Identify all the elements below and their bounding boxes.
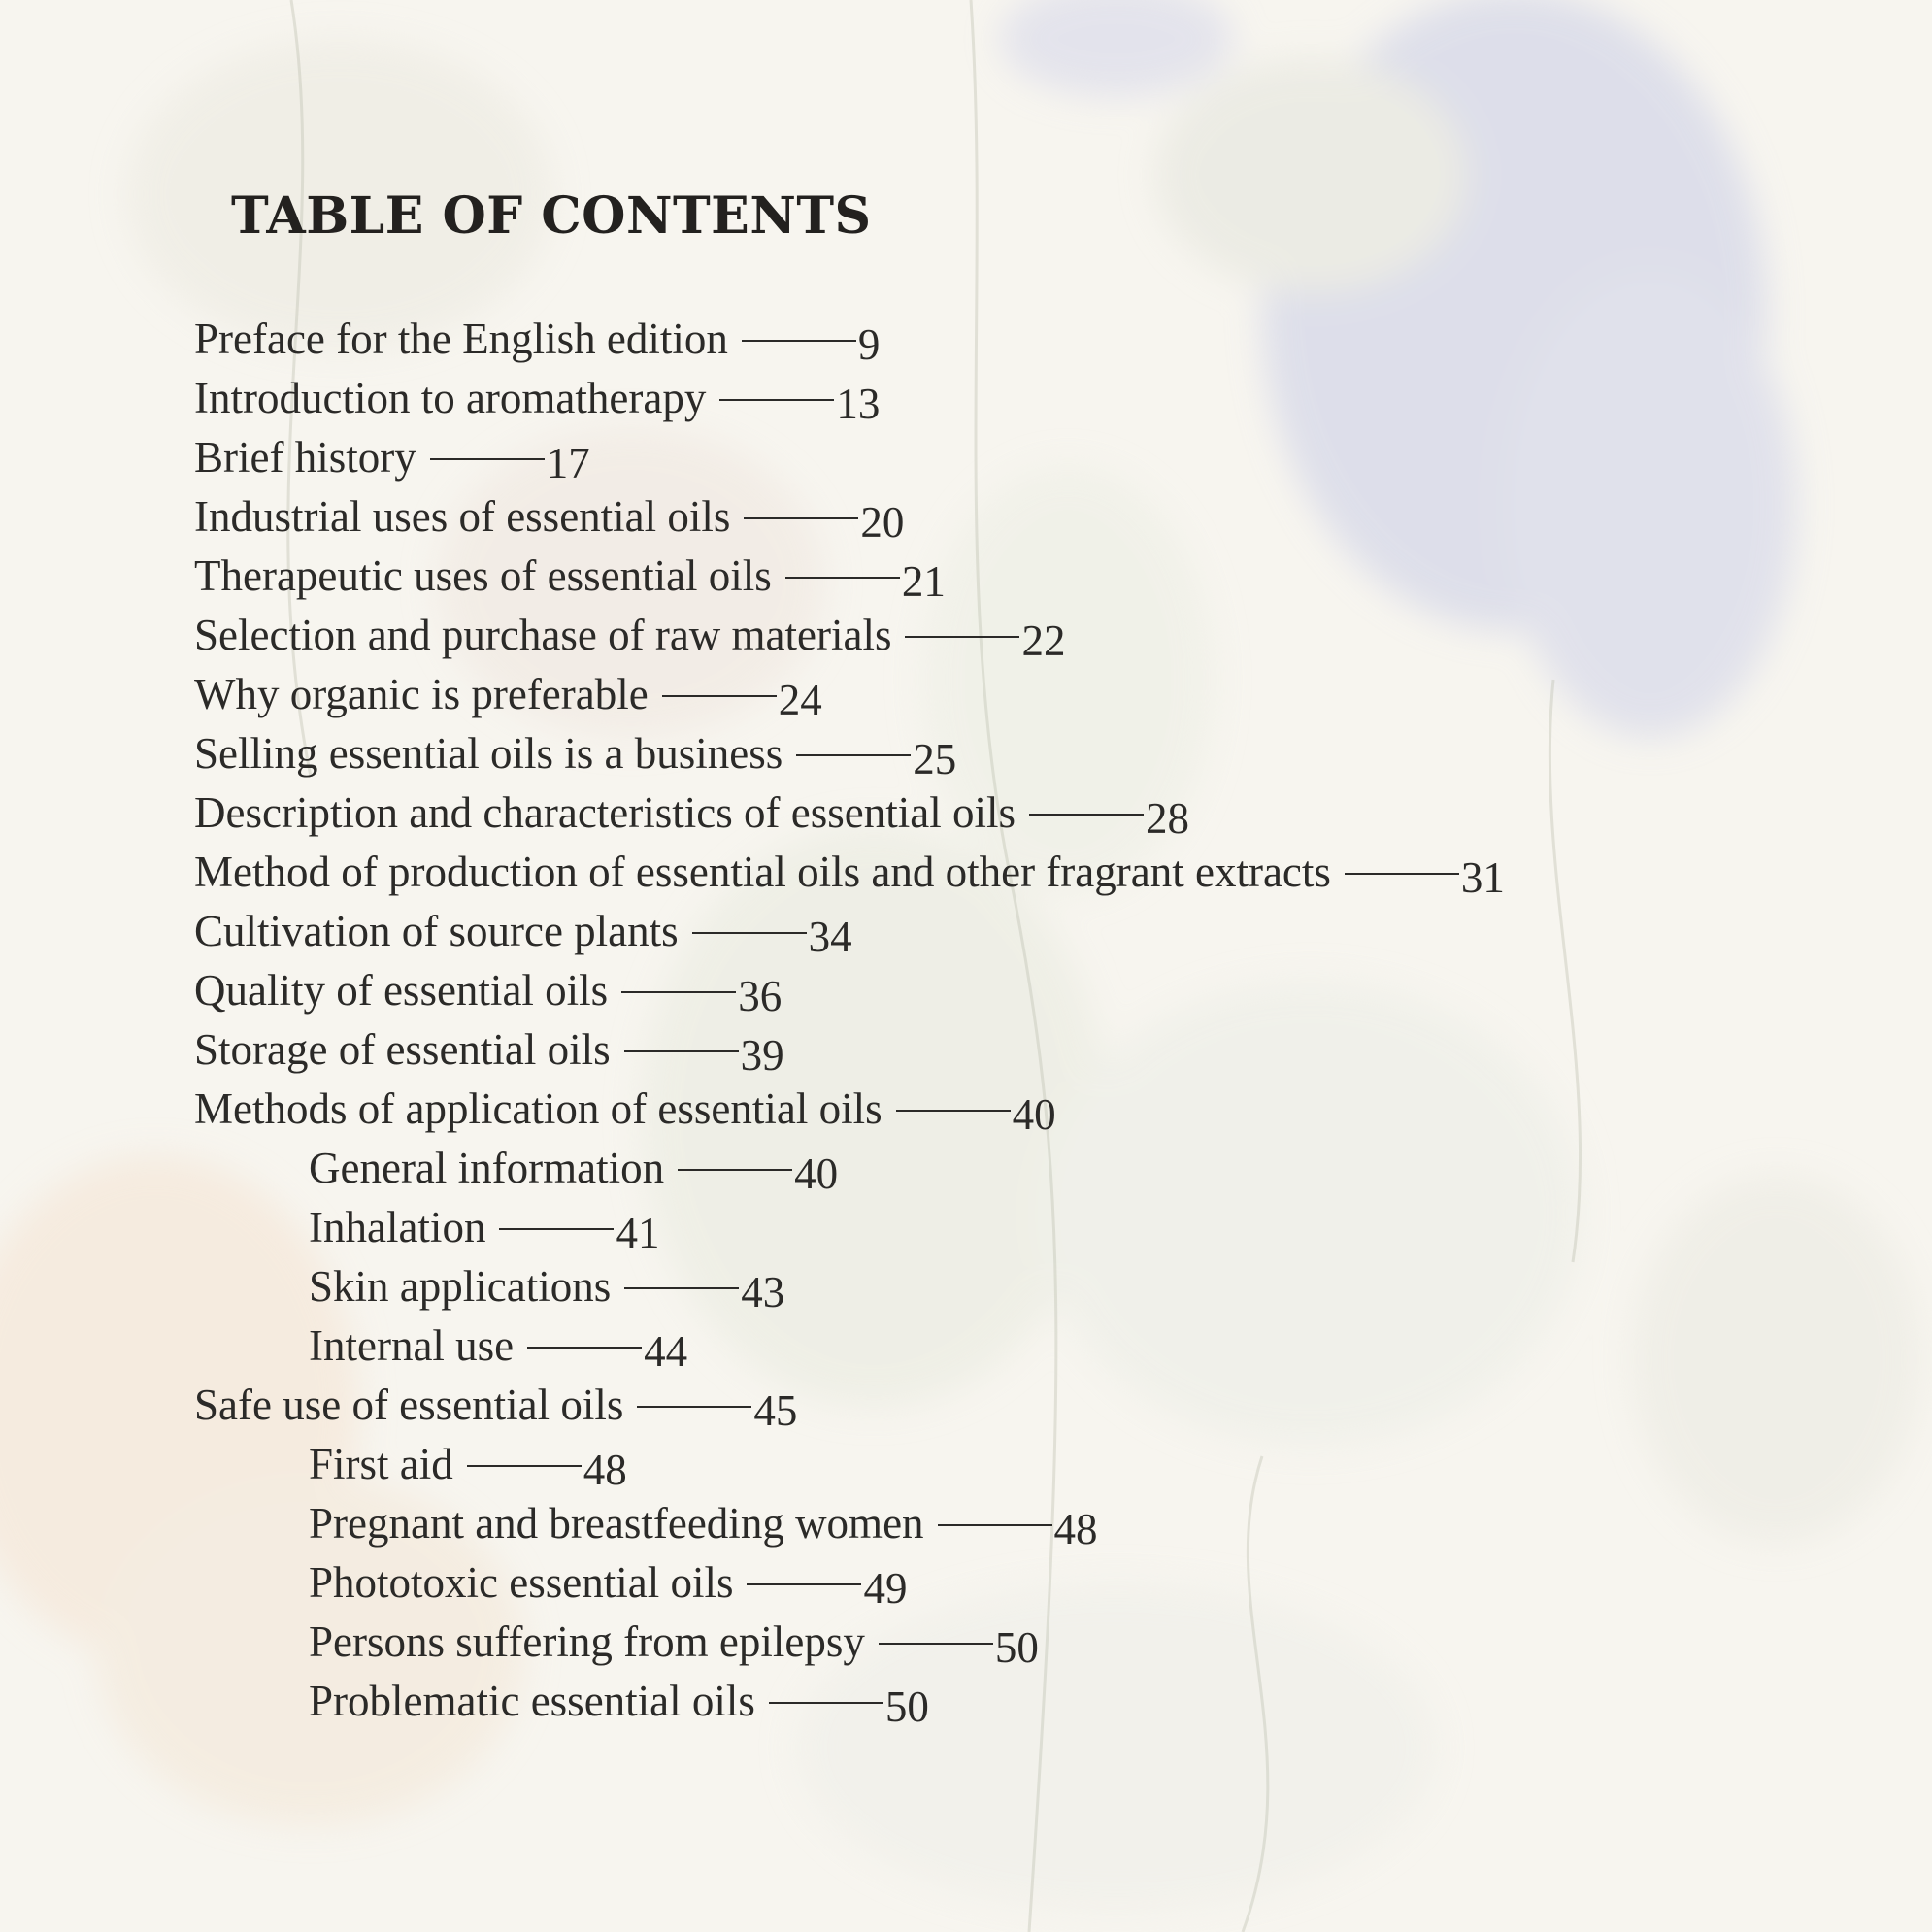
toc-entry-page-number: 48: [583, 1445, 627, 1494]
toc-entry-label: Brief history: [194, 432, 416, 482]
toc-leader-line: [624, 1287, 739, 1289]
toc-entry-page-number: 31: [1460, 852, 1505, 902]
toc-entry-page-number: 41: [616, 1208, 660, 1257]
toc-entry-label: Why organic is preferable: [194, 669, 649, 718]
toc-entry: [194, 783, 1505, 842]
toc-leader-line: [637, 1406, 751, 1408]
toc-leader-line: [747, 1583, 861, 1585]
toc-leader-line: [467, 1465, 582, 1467]
toc-title: TABLE OF CONTENTS: [231, 186, 872, 246]
toc-entry-page-number: 43: [741, 1267, 785, 1316]
toc-entry-label: Introduction to aromatherapy: [194, 373, 707, 422]
toc-entry-label: Inhalation: [309, 1202, 486, 1251]
toc-entry-label: Quality of essential oils: [194, 965, 609, 1015]
toc-entry-label: Method of production of essential oils and other fragrant extracts: [194, 847, 1331, 896]
toc-list: [194, 309, 1505, 1730]
toc-entry: [194, 1138, 1505, 1197]
toc-entry: [194, 546, 1505, 605]
toc-entry: [194, 1671, 1505, 1730]
toc-entry: [194, 1612, 1505, 1671]
toc-entry-label: Persons suffering from epilepsy: [309, 1616, 865, 1666]
toc-leader-line: [938, 1524, 1052, 1526]
toc-entry: [194, 309, 1505, 368]
toc-leader-line: [896, 1110, 1011, 1112]
toc-entry-page-number: 28: [1145, 793, 1189, 843]
toc-entry-page-number: 22: [1021, 616, 1066, 665]
toc-leader-line: [678, 1169, 792, 1171]
toc-entry-page-number: 49: [863, 1563, 908, 1613]
toc-entry: [194, 1375, 1505, 1434]
toc-entry: [194, 427, 1505, 486]
toc-entry-page-number: 48: [1053, 1504, 1098, 1553]
toc-leader-line: [527, 1347, 642, 1349]
toc-entry: [194, 1552, 1505, 1612]
toc-entry: [194, 1019, 1505, 1079]
toc-entry-page-number: 39: [740, 1030, 784, 1080]
toc-entry-label: Cultivation of source plants: [194, 906, 679, 955]
toc-entry-label: Safe use of essential oils: [194, 1380, 624, 1429]
toc-entry-label: Storage of essential oils: [194, 1024, 611, 1074]
toc-entry-page-number: 21: [901, 556, 946, 606]
toc-entry-page-number: 34: [808, 912, 852, 961]
toc-entry-label: Selling essential oils is a business: [194, 728, 783, 778]
toc-entry-label: Industrial uses of essential oils: [194, 491, 731, 541]
toc-entry: [194, 723, 1505, 783]
toc-leader-line: [742, 340, 856, 342]
toc-leader-line: [430, 458, 545, 460]
toc-entry-page-number: 13: [836, 379, 881, 428]
toc-leader-line: [1029, 814, 1144, 816]
toc-leader-line: [499, 1228, 614, 1230]
toc-entry: [194, 1079, 1505, 1138]
toc-leader-line: [796, 754, 911, 756]
toc-entry-label: Selection and purchase of raw materials: [194, 610, 892, 659]
toc-entry: [194, 1493, 1505, 1552]
toc-leader-line: [621, 991, 736, 993]
toc-entry-page-number: 44: [644, 1326, 688, 1376]
toc-entry: [194, 901, 1505, 960]
toc-entry: [194, 1316, 1505, 1375]
toc-entry-label: First aid: [309, 1439, 453, 1488]
toc-entry: [194, 368, 1505, 427]
toc-entry-label: Description and characteristics of essential oils: [194, 787, 1016, 837]
toc-entry-page-number: 17: [546, 438, 590, 487]
toc-entry-page-number: 36: [738, 971, 783, 1020]
toc-entry-label: Therapeutic uses of essential oils: [194, 550, 772, 600]
toc-leader-line: [769, 1702, 883, 1704]
toc-entry: [194, 842, 1505, 901]
toc-entry: [194, 1256, 1505, 1316]
toc-leader-line: [624, 1050, 739, 1052]
toc-entry: [194, 664, 1505, 723]
toc-entry-label: General information: [309, 1143, 665, 1192]
toc-entry-label: Problematic essential oils: [309, 1676, 755, 1725]
toc-entry-page-number: 50: [994, 1622, 1039, 1672]
toc-leader-line: [785, 577, 900, 579]
toc-entry-page-number: 45: [753, 1385, 798, 1435]
toc-entry-label: Methods of application of essential oils: [194, 1083, 883, 1133]
toc-entry-page-number: 25: [913, 734, 957, 783]
toc-entry-page-number: 50: [884, 1682, 929, 1731]
toc-leader-line: [879, 1643, 993, 1645]
toc-entry-label: Pregnant and breastfeeding women: [309, 1498, 924, 1548]
toc-entry-page-number: 40: [1012, 1089, 1056, 1139]
toc-leader-line: [662, 695, 777, 697]
toc-entry-label: Internal use: [309, 1320, 515, 1370]
toc-entry-label: Preface for the English edition: [194, 314, 728, 363]
toc-leader-line: [1345, 873, 1459, 875]
toc-entry-label: Skin applications: [309, 1261, 612, 1311]
toc-leader-line: [692, 932, 807, 934]
toc-entry-page-number: 9: [857, 319, 881, 369]
toc-leader-line: [744, 517, 858, 519]
toc-entry: [194, 486, 1505, 546]
toc-entry: [194, 960, 1505, 1019]
toc-entry: [194, 1434, 1505, 1493]
toc-leader-line: [719, 399, 834, 401]
toc-leader-line: [905, 636, 1019, 638]
toc-entry-page-number: 24: [778, 675, 822, 724]
toc-entry: [194, 605, 1505, 664]
toc-entry-label: Phototoxic essential oils: [309, 1557, 734, 1607]
toc-entry-page-number: 20: [860, 497, 905, 547]
toc-entry: [194, 1197, 1505, 1256]
toc-entry-page-number: 40: [794, 1149, 839, 1198]
